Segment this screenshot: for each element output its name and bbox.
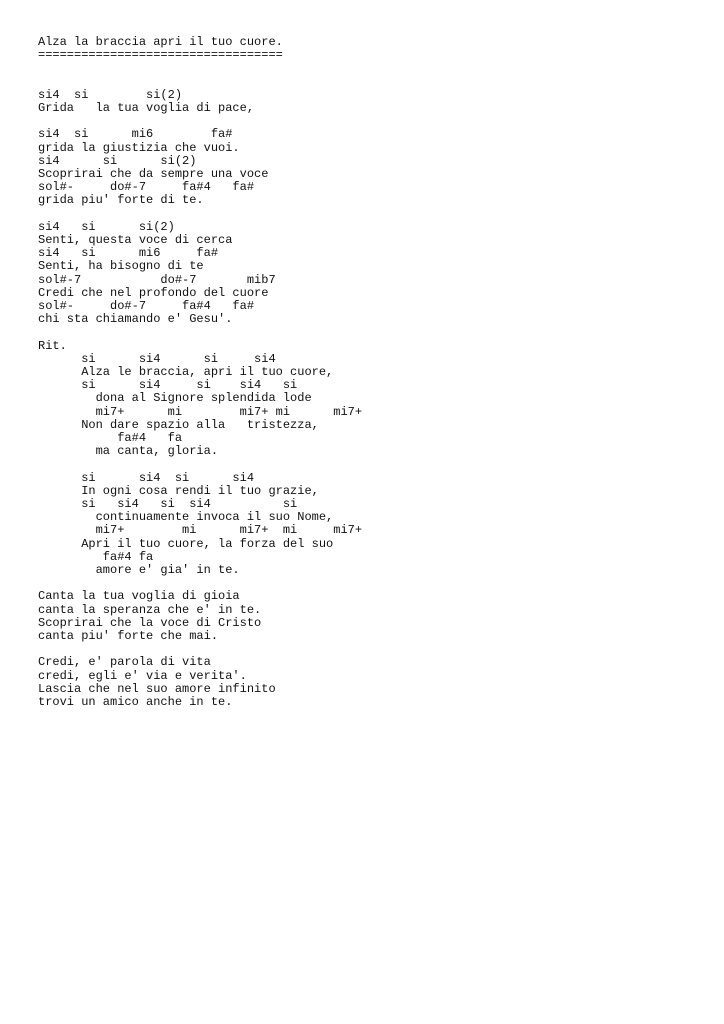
- lyric-line: Lascia che nel suo amore infinito: [38, 681, 276, 696]
- chord-line: si4 si mi6 fa#: [38, 246, 219, 261]
- blank-line: [38, 62, 708, 75]
- chord-line: si4 si mi6 fa#: [38, 127, 233, 142]
- lyric-line: Canta la tua voglia di gioia: [38, 589, 240, 604]
- lyric-line: Scoprirai che da sempre una voce: [38, 166, 269, 181]
- lyric-line: grida piu' forte di te.: [38, 193, 204, 208]
- song-sheet: [38, 36, 708, 709]
- chord-line: mi7+ mi mi7+ mi mi7+: [38, 523, 363, 538]
- lyric-line: amore e' gia' in te.: [38, 563, 240, 578]
- lyric-line: Non dare spazio alla tristezza,: [38, 417, 319, 432]
- chord-line: sol#-7 do#-7 mib7: [38, 272, 276, 287]
- lyric-line: Apri il tuo cuore, la forza del suo: [38, 536, 334, 551]
- lyric-line: Scoprirai che la voce di Cristo: [38, 615, 262, 630]
- blank-line: [38, 76, 708, 89]
- chord-line: fa#4 fa: [38, 549, 154, 564]
- chord-line: si4 si si(2): [38, 153, 197, 168]
- chord-line: sol#- do#-7 fa#4 fa#: [38, 180, 255, 195]
- chord-line: si si4 si si4: [38, 351, 276, 366]
- song-title: Alza la braccia apri il tuo cuore.: [38, 35, 283, 49]
- chord-line: sol#- do#-7 fa#4 fa#: [38, 299, 255, 313]
- lyric-line: trovi un amico anche in te.: [38, 695, 233, 710]
- blank-line: [38, 208, 708, 221]
- lyric-line: canta piu' forte che mai.: [38, 629, 219, 644]
- chord-line: si si4 si si4: [38, 470, 255, 485]
- lyric-line: continuamente invoca il suo Nome,: [38, 510, 334, 525]
- blank-line: [38, 458, 708, 471]
- lyric-line: Grida la tua voglia di pace,: [38, 100, 255, 115]
- lyric-line: Alza le braccia, apri il tuo cuore,: [38, 365, 334, 379]
- lyric-line: Credi, e' parola di vita: [38, 655, 211, 670]
- chord-line: si4 si si(2): [38, 87, 183, 102]
- lyric-line: dona al Signore splendida lode: [38, 391, 312, 406]
- chord-line: si si4 si si4 si: [38, 378, 298, 393]
- lyric-line: In ogni cosa rendi il tuo grazie,: [38, 483, 319, 498]
- lyric-line: canta la speranza che e' in te.: [38, 602, 262, 617]
- title-underline: ==================================: [38, 48, 283, 63]
- chord-line: si4 si si(2): [38, 219, 175, 234]
- lyric-line: Senti, ha bisogno di te: [38, 259, 204, 274]
- chord-line: mi7+ mi mi7+ mi mi7+: [38, 404, 363, 419]
- blank-line: [38, 326, 708, 339]
- lyric-line: Credi che nel profondo del cuore: [38, 285, 269, 300]
- lyric-line: grida la giustizia che vuoi.: [38, 140, 240, 155]
- lyric-line: ma canta, gloria.: [38, 444, 219, 459]
- chord-line: fa#4 fa: [38, 431, 183, 446]
- lyric-line: credi, egli e' via e verita'.: [38, 668, 247, 683]
- lyric-line: Senti, questa voce di cerca: [38, 232, 233, 247]
- lyric-line: chi sta chiamando e' Gesu'.: [38, 312, 233, 327]
- refrain-heading: Rit.: [38, 338, 67, 353]
- chord-line: si si4 si si4 si: [38, 497, 298, 512]
